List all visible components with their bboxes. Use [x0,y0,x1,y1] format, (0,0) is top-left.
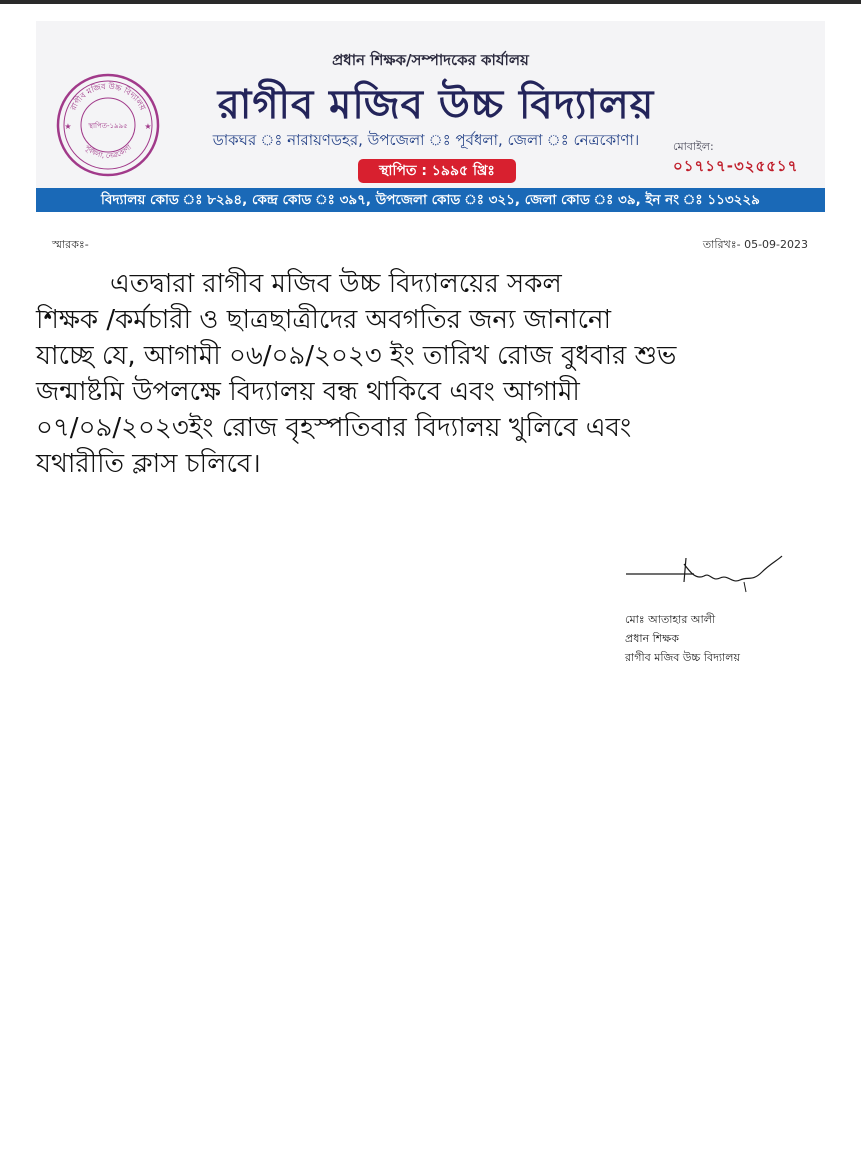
notice-line: যাচ্ছে যে, আগামী ০৬/০৯/২০২৩ ইং তারিখ রোজ বুধবার শুভ [36,341,677,371]
letterhead [36,21,825,211]
memo-reference: স্মারকঃ- [52,238,89,251]
notice-document [0,4,861,1151]
signatory-designation: প্রধান শিক্ষক [625,632,679,645]
school-seal-icon [54,71,162,179]
signature-icon [624,552,784,602]
signatory-block [625,610,740,667]
notice-line: এতদ্বারা রাগীব মজিব উচ্চ বিদ্যালয়ের সকল [110,269,562,299]
svg-text:★: ★ [64,122,72,131]
notice-line: ০৭/০৯/২০২৩ইং রোজ বৃহস্পতিবার বিদ্যালয় খুলিবে এবং [36,413,632,443]
school-address: ডাকঘর ঃ নারায়ণডহর, উপজেলা ঃ পূর্বধলা, জেলা ঃ নেত্রকোণা। [212,131,640,149]
notice-line: যথারীতি ক্লাস চলিবে। [36,449,261,479]
established-badge: স্থাপিত : ১৯৯৫ খ্রিঃ [358,159,516,183]
memo-date: তারিখঃ- 05-09-2023 [702,238,808,251]
office-title: প্রধান শিক্ষক/সম্পাদকের কার্যালয় [332,51,529,69]
mobile-label: মোবাইল: [673,140,714,153]
notice-line: শিক্ষক /কর্মচারী ও ছাত্রছাত্রীদের অবগতির জন্য জানানো [36,305,612,335]
svg-text:রাগীব মজিব উচ্চ বিদ্যালয় [68,81,147,113]
seal-center-text: স্থাপিত-১৯৯৫ [88,122,128,130]
signatory-institution: রাগীব মজিব উচ্চ বিদ্যালয় [625,651,740,664]
seal-text: রাগীব মজিব উচ্চ বিদ্যালয় [68,81,148,112]
mobile-number: ০১৭১৭-৩২৫৫১৭ [673,157,799,175]
school-name: রাগীব মজিব উচ্চ বিদ্যালয় [217,82,655,128]
signatory-name: মোঃ আতাহার আলী [625,613,716,626]
notice-line: জন্মাষ্টমি উপলক্ষে বিদ্যালয় বন্ধ থাকিবে এবং আগামী [36,377,580,407]
notice-body [36,266,826,482]
svg-text:★: ★ [144,122,152,131]
seal-bottom-text: পূর্বধলা, নেত্রকোণা [82,143,134,161]
school-codes-bar: বিদ্যালয় কোড ঃ ৮২৯৪, কেন্দ্র কোড ঃ ৩৯৭, উপজেলা কোড ঃ ৩২১, জেলা কোড ঃ ৩৯, ইন নং ঃ ১১৩২২৯ [36,188,825,212]
